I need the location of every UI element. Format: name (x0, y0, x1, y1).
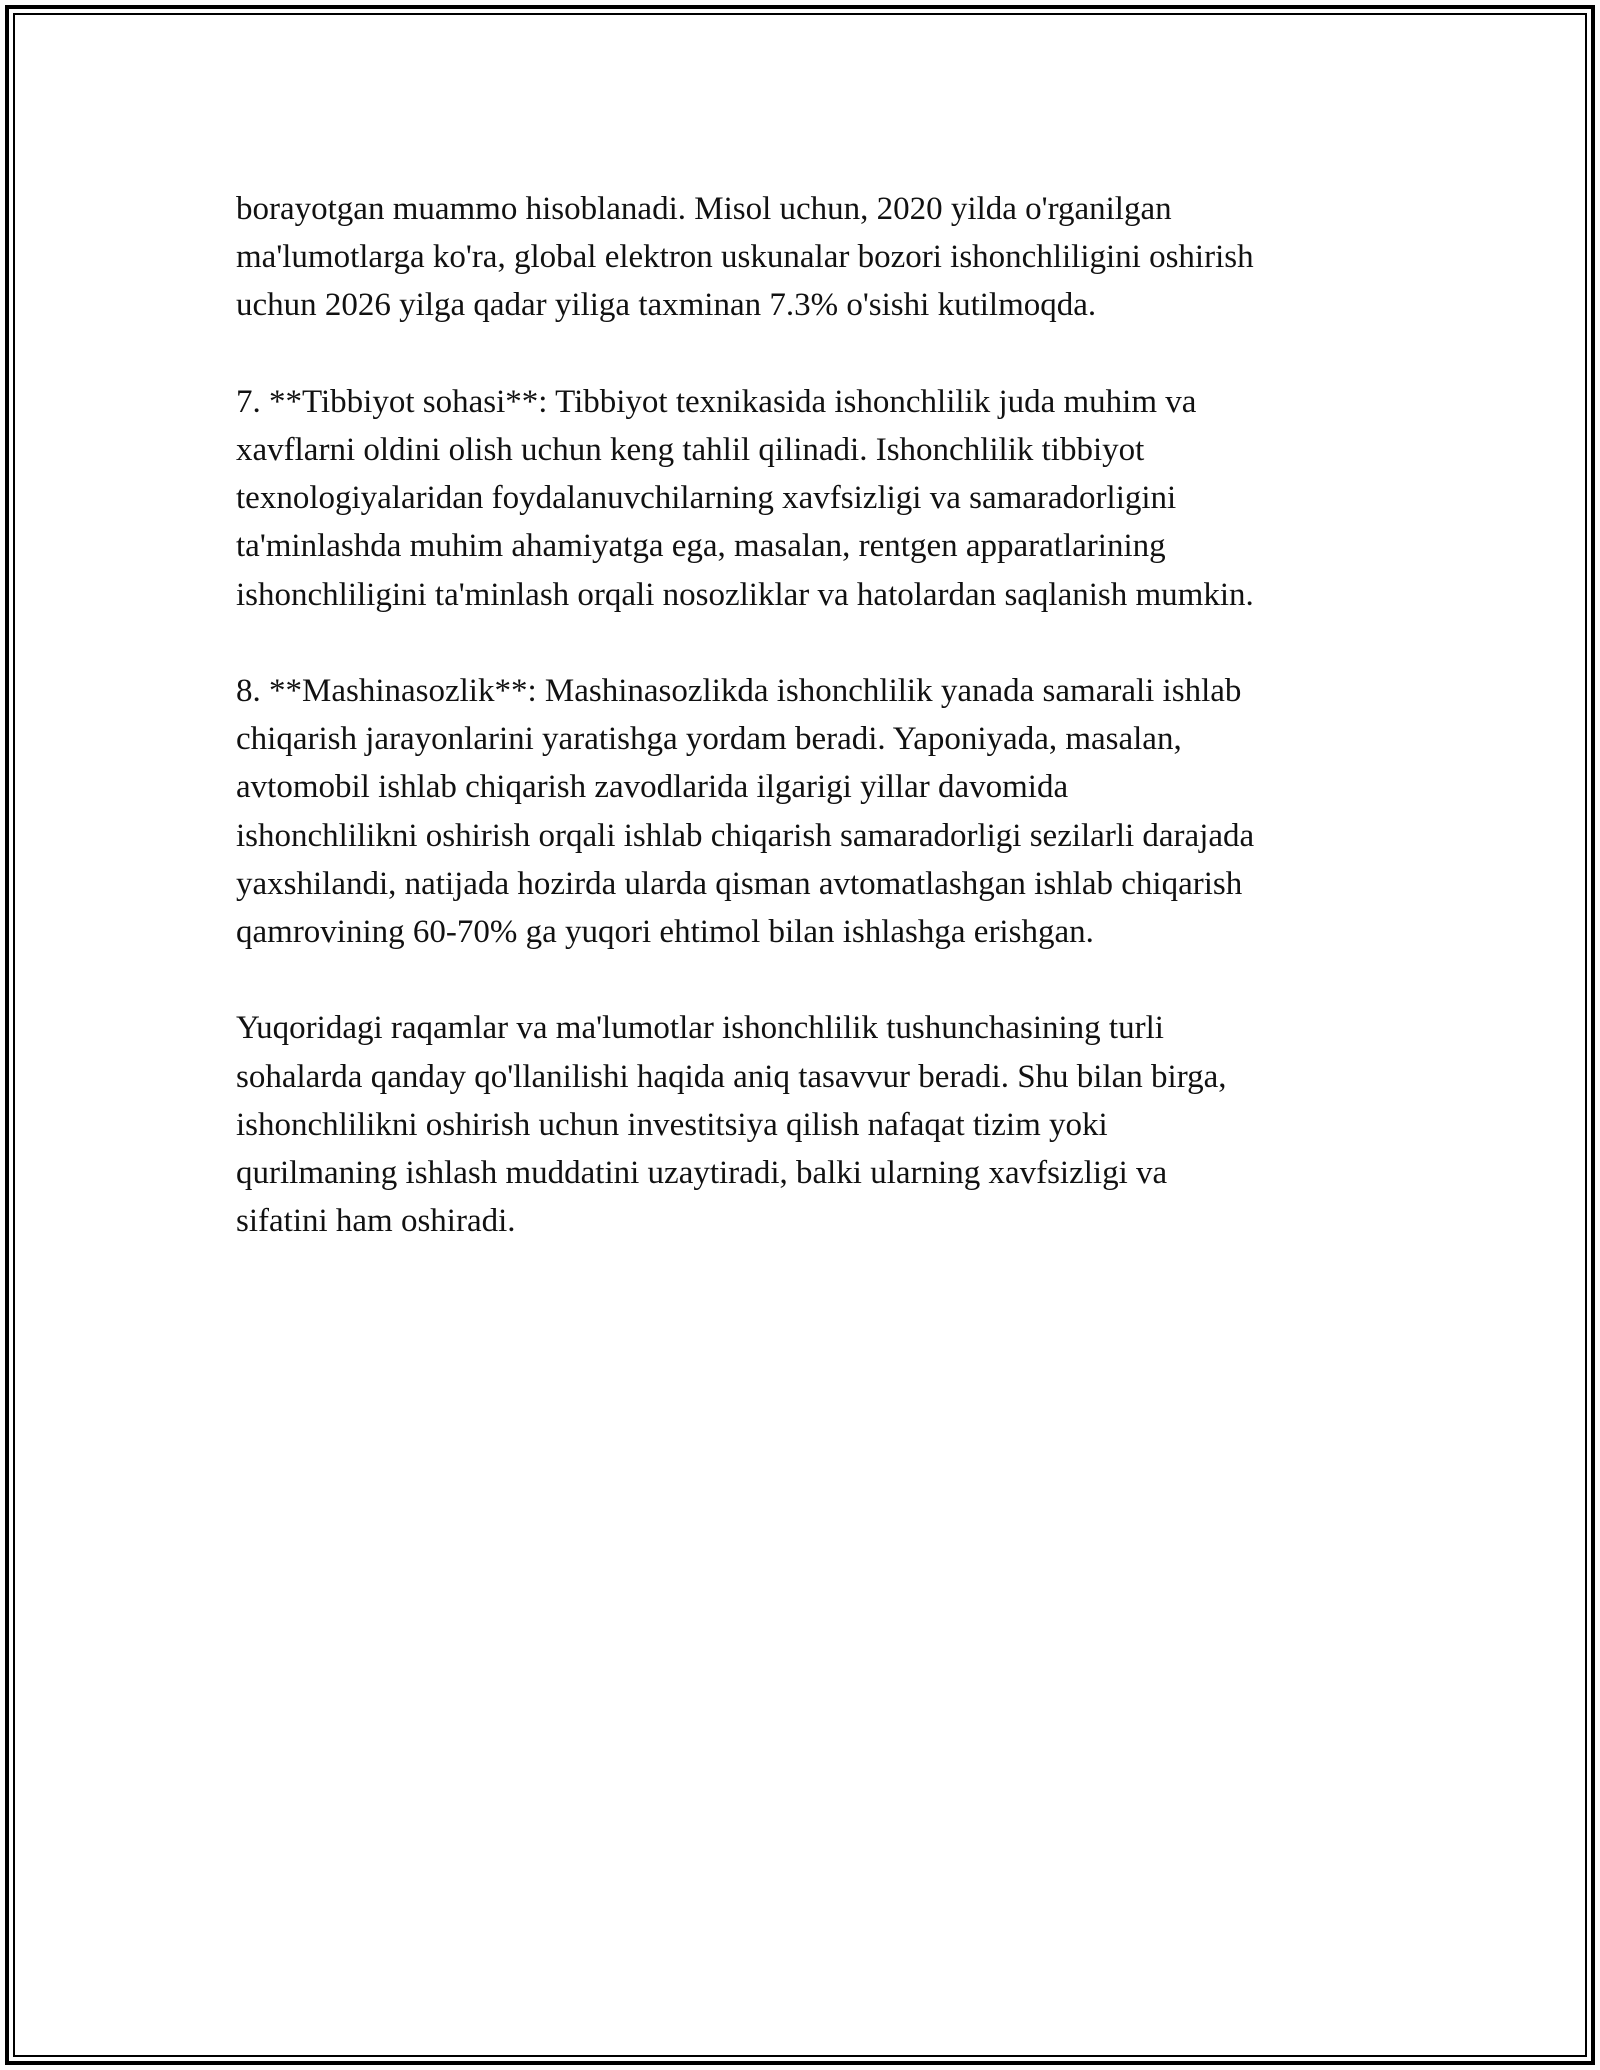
text-line: qamrovining 60-70% ga yuqori ehtimol bilan ishlashga erishgan. (236, 914, 1094, 951)
text-line: sifatini ham oshiradi. (236, 1203, 516, 1240)
text-line: qurilmaning ishlash muddatini uzaytiradi, balki ularning xavfsizligi va (236, 1155, 1168, 1192)
paragraph-mechanical-engineering (236, 667, 1396, 956)
text-line: chiqarish jarayonlarini yaratishga yordam beradi. Yaponiyada, masalan, (236, 721, 1182, 758)
text-line: ishonchlilikni oshirish uchun investitsiya qilish nafaqat tizim yoki (236, 1106, 1108, 1143)
text-line: avtomobil ishlab chiqarish zavodlarida ilgarigi yillar davomida (236, 769, 1069, 806)
text-line: 7. **Tibbiyot sohasi**: Tibbiyot texnikasida ishonchlilik juda muhim va (236, 383, 1197, 420)
text-line: uchun 2026 yilga qadar yiliga taxminan 7.3% o'sishi kutilmoqda. (236, 287, 1097, 324)
paragraph-conclusion (236, 1004, 1396, 1245)
text-line: ishonchliligini ta'minlash orqali nosozliklar va hatolardan saqlanish mumkin. (236, 576, 1254, 613)
text-line: ishonchlilikni oshirish orqali ishlab chiqarish samaradorligi sezilarli darajada (236, 817, 1255, 854)
text-line: texnologiyalaridan foydalanuvchilarning xavfsizligi va samaradorligini (236, 480, 1177, 517)
paragraph-medicine (236, 378, 1396, 619)
text-line: 8. **Mashinasozlik**: Mashinasozlikda ishonchlilik yanada samarali ishlab (236, 673, 1242, 709)
text-line: borayotgan muammo hisoblanadi. Misol uchun, 2020 yilda o'rganilgan (236, 191, 1172, 227)
document-body (236, 185, 1396, 1294)
text-line: ma'lumotlarga ko'ra, global elektron uskunalar bozori ishonchliligini oshirish (236, 239, 1254, 276)
text-line: yaxshilandi, natijada hozirda ularda qisman avtomatlashgan ishlab chiqarish (236, 865, 1243, 902)
text-line: sohalarda qanday qo'llanilishi haqida aniq tasavvur beradi. Shu bilan birga, (236, 1058, 1227, 1095)
text-line: xavflarni oldini olish uchun keng tahlil qilinadi. Ishonchlilik tibbiyot (236, 432, 1145, 468)
text-line: Yuqoridagi raqamlar va ma'lumotlar ishonchlilik tushunchasining turli (236, 1010, 1164, 1047)
paragraph-electronics-continuation (236, 185, 1396, 330)
text-line: ta'minlashda muhim ahamiyatga ega, masalan, rentgen apparatlarining (236, 528, 1166, 565)
